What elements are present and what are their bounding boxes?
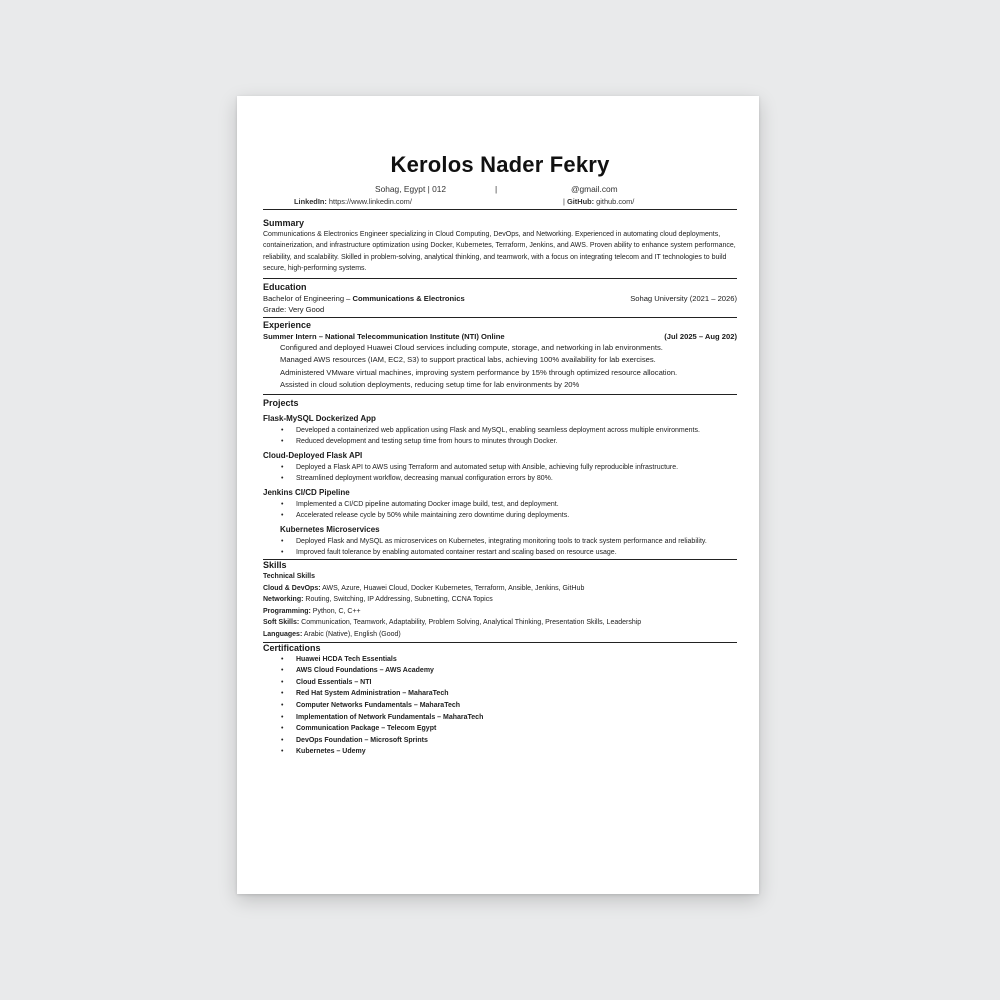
certification-item: • Communication Package – Telecom Egypt bbox=[296, 723, 737, 735]
skill-line bbox=[263, 629, 737, 641]
certification-item: • AWS Cloud Foundations – AWS Academy bbox=[296, 665, 737, 677]
project-title: Jenkins CI/CD Pipeline bbox=[263, 488, 350, 497]
experience-header bbox=[263, 331, 737, 342]
project-bullet: • Accelerated release cycle by 50% while maintaining zero downtime during deployments. bbox=[296, 510, 737, 521]
summary-section bbox=[263, 218, 737, 275]
linkedin-label: LinkedIn: bbox=[294, 197, 327, 206]
github-value: github.com/ bbox=[596, 197, 635, 206]
education-section bbox=[263, 282, 737, 315]
summary-title: Summary bbox=[263, 218, 305, 228]
skill-value: Arabic (Native), English (Good) bbox=[302, 630, 401, 638]
project-bullets bbox=[263, 425, 737, 447]
skills-subtitle: Technical Skills bbox=[263, 573, 316, 580]
certification-item: • Kubernetes – Udemy bbox=[296, 746, 737, 758]
projects-title: Projects bbox=[263, 398, 299, 408]
experience-item: Managed AWS resources (IAM, EC2, S3) to support practical labs, achieving 100% availability for lab exercises. bbox=[280, 355, 656, 365]
project-bullets bbox=[263, 499, 737, 521]
project-bullet: • Deployed a Flask API to AWS using Terraform and automated setup with Ansible, achieving fully reproducible infrastructure. bbox=[296, 462, 737, 473]
skill-label: Languages: bbox=[263, 630, 303, 638]
linkedin-value: https://www.linkedin.com/ bbox=[328, 197, 412, 206]
project-title: Kubernetes Microservices bbox=[280, 525, 380, 534]
experience-section bbox=[263, 320, 737, 392]
degree-major: Communications & Electronics bbox=[352, 293, 465, 303]
certifications-section bbox=[263, 643, 737, 758]
certification-item: • Implementation of Network Fundamentals – MaharaTech bbox=[296, 712, 737, 724]
grade: Grade: Very Good bbox=[263, 304, 325, 314]
skill-label: Cloud & DevOps: bbox=[263, 584, 321, 592]
skill-label: Soft Skills: bbox=[263, 619, 300, 627]
resume-page bbox=[237, 96, 759, 894]
skill-line bbox=[263, 617, 737, 629]
experience-divider bbox=[263, 394, 737, 395]
skill-label: Programming: bbox=[263, 607, 311, 615]
experience-dates: (Jul 2025 – Aug 202) bbox=[664, 331, 737, 341]
project-bullet: • Implemented a CI/CD pipeline automating Docker image build, test, and deployment. bbox=[296, 499, 737, 510]
institution: Sohag University (2021 – 2026) bbox=[630, 293, 737, 303]
experience-item: Assisted in cloud solution deployments, reducing setup time for lab environments by 20% bbox=[280, 380, 580, 390]
header-divider bbox=[263, 209, 737, 210]
certification-item: • DevOps Foundation – Microsoft Sprints bbox=[296, 735, 737, 747]
education-row bbox=[263, 293, 737, 304]
linkedin-link[interactable] bbox=[294, 197, 412, 206]
skill-label: Networking: bbox=[263, 596, 304, 604]
skill-value: AWS, Azure, Huawei Cloud, Docker Kubernetes, Terraform, Ansible, Jenkins, GitHub bbox=[320, 584, 585, 592]
skill-line bbox=[263, 594, 737, 606]
project-bullets bbox=[263, 536, 737, 558]
project-title: Flask-MySQL Dockerized App bbox=[263, 414, 376, 423]
education-title: Education bbox=[263, 281, 307, 292]
projects-section bbox=[263, 398, 737, 558]
github-prefix: | bbox=[563, 197, 565, 206]
degree-prefix: Bachelor of Engineering – bbox=[263, 293, 353, 303]
summary-text: Communications & Electronics Engineer specializing in Cloud Computing, DevOps, and Networking. Experienced in automating cloud deployments, containerization, and infrastructure optimization using Docker, Kubernetes, Terraform, Jenkins, and AWS. Proven ability to enhance system performance, reliability, and scalability. Skilled in problem-solving, analytical thinking, and teamwork, with a focus on integrating telecom and IT technologies to build secure, high-performing systems. bbox=[263, 231, 736, 273]
certification-item: • Huawei HCDA Tech Essentials bbox=[296, 654, 737, 666]
skill-value: Routing, Switching, IP Addressing, Subnetting, CCNA Topics bbox=[303, 596, 493, 604]
candidate-name: Kerolos Nader Fekry bbox=[390, 152, 610, 177]
degree bbox=[263, 293, 465, 304]
experience-item: Configured and deployed Huawei Cloud services including compute, storage, and networking in lab environments. bbox=[280, 342, 663, 352]
project-bullets bbox=[263, 462, 737, 484]
project-bullet: • Reduced development and testing setup time from hours to minutes through Docker. bbox=[296, 436, 737, 447]
skills-section bbox=[263, 560, 737, 641]
resume-content bbox=[263, 152, 737, 758]
certification-item: • Computer Networks Fundamentals – MaharaTech bbox=[296, 700, 737, 712]
contact-line-1 bbox=[263, 184, 737, 197]
github-link[interactable] bbox=[563, 197, 634, 206]
project-bullet: • Improved fault tolerance by enabling automated container restart and scaling based on resource usage. bbox=[296, 547, 737, 558]
location-phone: Sohag, Egypt | 012 bbox=[375, 184, 447, 194]
contact-line-2 bbox=[263, 197, 737, 209]
certifications-title: Certifications bbox=[263, 642, 321, 653]
experience-list bbox=[263, 342, 737, 392]
skill-value: Python, C, C++ bbox=[310, 607, 361, 615]
email[interactable]: @gmail.com bbox=[571, 184, 618, 194]
certification-item: • Red Hat System Administration – MaharaTech bbox=[296, 688, 737, 700]
education-divider bbox=[263, 317, 737, 318]
summary-divider bbox=[263, 278, 737, 279]
contact-separator: | bbox=[495, 184, 498, 194]
experience-title: Experience bbox=[263, 319, 312, 330]
skill-line bbox=[263, 583, 737, 595]
skills-title: Skills bbox=[263, 560, 287, 570]
experience-item: Administered VMware virtual machines, improving system performance by 15% through optimized resource allocation. bbox=[280, 367, 678, 377]
project-bullet: • Developed a containerized web application using Flask and MySQL, enabling seamless deployment across multiple environments. bbox=[296, 425, 737, 436]
certifications-list bbox=[263, 654, 737, 758]
skill-value: Communication, Teamwork, Adaptability, Problem Solving, Analytical Thinking, Presentation Skills, Leadership bbox=[299, 619, 642, 627]
skill-line bbox=[263, 606, 737, 618]
project-title: Cloud-Deployed Flask API bbox=[263, 451, 363, 460]
experience-role: Summer Intern – National Telecommunication Institute (NTI) Online bbox=[263, 331, 505, 341]
project-bullet: • Streamlined deployment workflow, decreasing manual configuration errors by 80%. bbox=[296, 473, 737, 484]
project-bullet: • Deployed Flask and MySQL as microservices on Kubernetes, integrating monitoring tools to track system performance and reliability. bbox=[296, 536, 737, 547]
certification-item: • Cloud Essentials – NTI bbox=[296, 677, 737, 689]
github-label: GitHub: bbox=[566, 197, 595, 206]
